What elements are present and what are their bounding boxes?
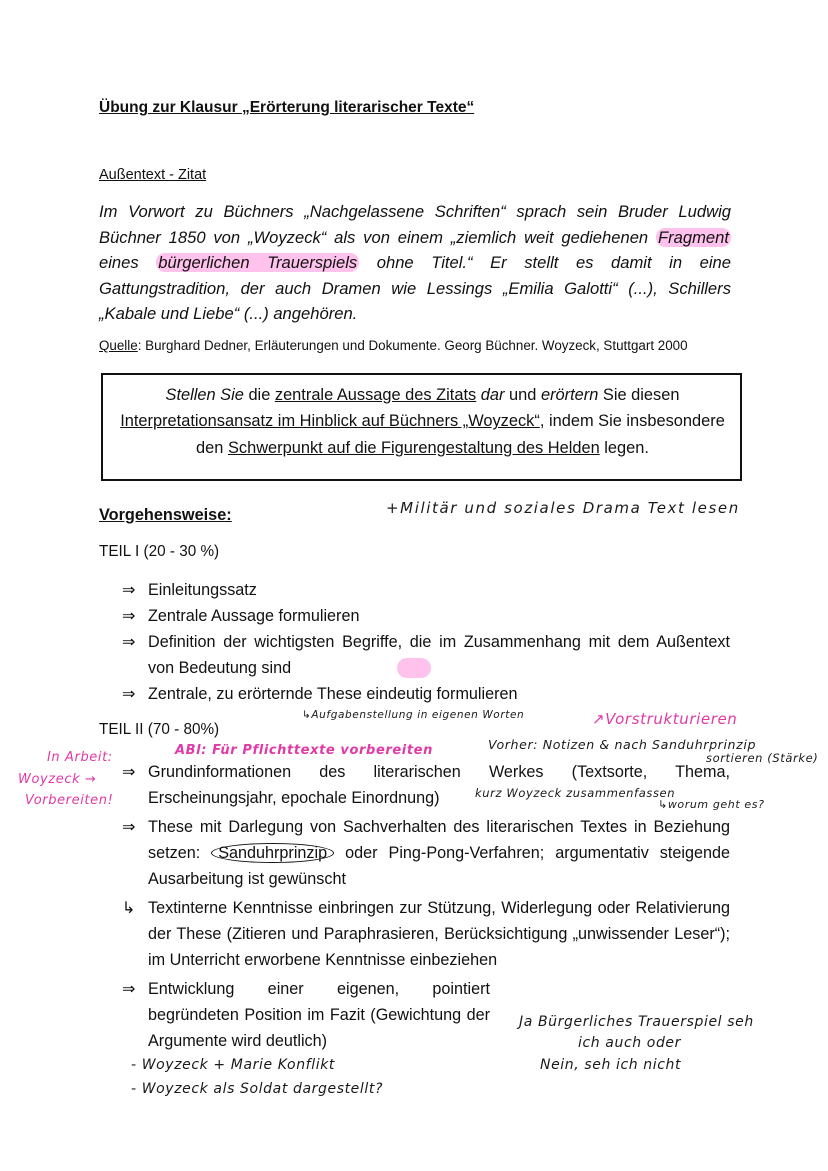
list-item bbox=[122, 603, 730, 629]
text-part: oder Ping-Pong-Verfahren; argumentativ steigende Ausarbeitung ist gewünscht bbox=[148, 844, 731, 888]
task-part: zentrale Aussage des Zitats bbox=[274, 386, 477, 404]
list-item-text: Textinterne Kenntnisse einbringen zur Stützung, Widerlegung oder Relativierung der These (Zitieren und Paraphrasieren, Berücksichtigung „unwissender Leser“); im Unterricht erworbene Kenntnisse einbeziehen bbox=[148, 899, 730, 969]
arrow-icon: ⇒ bbox=[122, 763, 136, 781]
handwritten-note: - Woyzeck + Marie Konflikt bbox=[131, 1057, 335, 1073]
list-item-text: Zentrale, zu erörternde These eindeutig formulieren bbox=[148, 685, 518, 703]
highlight-trauerspiel: bürgerlichen Trauerspiels bbox=[158, 253, 358, 273]
highlight-fragment: Fragment bbox=[657, 227, 729, 247]
handwritten-note: Vorbereiten! bbox=[25, 793, 114, 808]
source-text: : Burghard Dedner, Erläuterungen und Dokumente. Georg Büchner. Woyzeck, Stuttgart 2000 bbox=[137, 338, 688, 353]
quote-paragraph bbox=[99, 199, 731, 327]
handwritten-note: ↳Aufgabenstellung in eigenen Worten bbox=[302, 709, 525, 721]
list-item-text: Entwicklung einer eigenen, pointiert begründeten Position im Fazit (Gewichtung der Argumente wird deutlich) bbox=[148, 980, 490, 1050]
handwritten-note: ↗Vorstrukturieren bbox=[592, 710, 738, 728]
page-title: Übung zur Klausur „Erörterung literarischer Texte“ bbox=[99, 99, 475, 116]
quote-text-2: eines bbox=[99, 253, 157, 273]
procedure-heading: Vorgehensweise: bbox=[99, 506, 232, 524]
task-part: Interpretationsansatz im Hinblick auf Büchners „Woyzeck“ bbox=[120, 412, 540, 431]
handwritten-note: Vorher: Notizen & nach Sanduhrprinzip bbox=[488, 737, 757, 752]
text-part: These mit Darlegung von Sachverhalten des literarischen Textes in Beziehung setzen: bbox=[148, 818, 730, 862]
list-item bbox=[122, 577, 730, 603]
handwritten-note: Ja Bürgerliches Trauerspiel seh bbox=[519, 1014, 754, 1030]
source-label: Quelle bbox=[99, 338, 138, 353]
handwritten-note: - Woyzeck als Soldat dargestellt? bbox=[131, 1081, 383, 1097]
handwritten-note: ABl: Für Pflichttexte vorbereiten bbox=[175, 743, 433, 758]
list-item bbox=[122, 814, 730, 892]
circled-term: Sanduhrprinzip bbox=[211, 843, 334, 863]
list-item-text: Einleitungssatz bbox=[148, 581, 257, 599]
task-part: erörtern bbox=[540, 386, 599, 404]
task-part: die bbox=[243, 386, 275, 404]
task-part: , indem Sie insbesondere den bbox=[196, 412, 725, 457]
handwritten-note: sortieren (Stärke) bbox=[706, 751, 819, 765]
handwritten-note: ich auch oder bbox=[578, 1035, 682, 1051]
list-item bbox=[122, 759, 730, 811]
arrow-icon: ⇒ bbox=[122, 607, 136, 625]
list-item bbox=[122, 681, 730, 707]
handwritten-note: kurz Woyzeck zusammenfassen bbox=[475, 786, 676, 800]
list-item-text: Zentrale Aussage formulieren bbox=[148, 607, 360, 625]
quote-text-1: Im Vorwort zu Büchners „Nachgelassene Schriften“ sprach sein Bruder Ludwig Büchner 1850 von „Woyzeck“ als von einem „ziemlich weit gediehenen bbox=[99, 202, 731, 247]
list-item-text bbox=[148, 814, 730, 892]
arrow-icon: ⇒ bbox=[122, 818, 136, 836]
arrow-icon: ⇒ bbox=[122, 685, 136, 703]
section-heading: Außentext - Zitat bbox=[99, 167, 207, 183]
handwritten-note: Nein, seh ich nicht bbox=[540, 1057, 682, 1073]
part1-heading: TEIL I (20 - 30 %) bbox=[99, 543, 220, 560]
handwritten-note: Woyzeck → bbox=[18, 772, 97, 787]
highlight-mark bbox=[397, 658, 431, 678]
handwritten-note: In Arbeit: bbox=[47, 750, 113, 765]
task-text bbox=[120, 382, 725, 461]
arrow-icon: ↳ bbox=[122, 899, 136, 917]
list-item-text: Definition der wichtigsten Begriffe, die im Zusammenhang mit dem Außentext von Bedeutung sind bbox=[148, 633, 730, 677]
task-part: legen. bbox=[599, 438, 649, 457]
task-part: Schwerpunkt auf die Figurengestaltung des Helden bbox=[227, 438, 600, 457]
arrow-icon: ⇒ bbox=[122, 980, 136, 998]
handwritten-note: ↳worum geht es? bbox=[658, 798, 765, 811]
source-line bbox=[99, 338, 688, 353]
list-item bbox=[122, 895, 730, 973]
quote-text-3: ohne Titel.“ Er stellt es damit in eine Gattungstradition, der auch Dramen wie Lessings „Emilia Galotti“ (...), Schillers „Kabale und Liebe“ (...) angehören. bbox=[99, 253, 732, 324]
arrow-icon: ⇒ bbox=[122, 633, 136, 651]
task-part: Sie diesen bbox=[598, 386, 680, 404]
task-part: Stellen Sie bbox=[165, 386, 244, 404]
task-part: und bbox=[504, 386, 541, 404]
task-part: dar bbox=[476, 386, 505, 404]
part2-heading: TEIL II (70 - 80%) bbox=[99, 721, 220, 738]
arrow-icon: ⇒ bbox=[122, 581, 136, 599]
handwritten-note: +Militär und soziales Drama Text lesen bbox=[386, 499, 740, 517]
list-item-text: Grundinformationen des literarischen Werkes (Textsorte, Thema, Erscheinungsjahr, epochale Einordnung) bbox=[148, 763, 730, 807]
